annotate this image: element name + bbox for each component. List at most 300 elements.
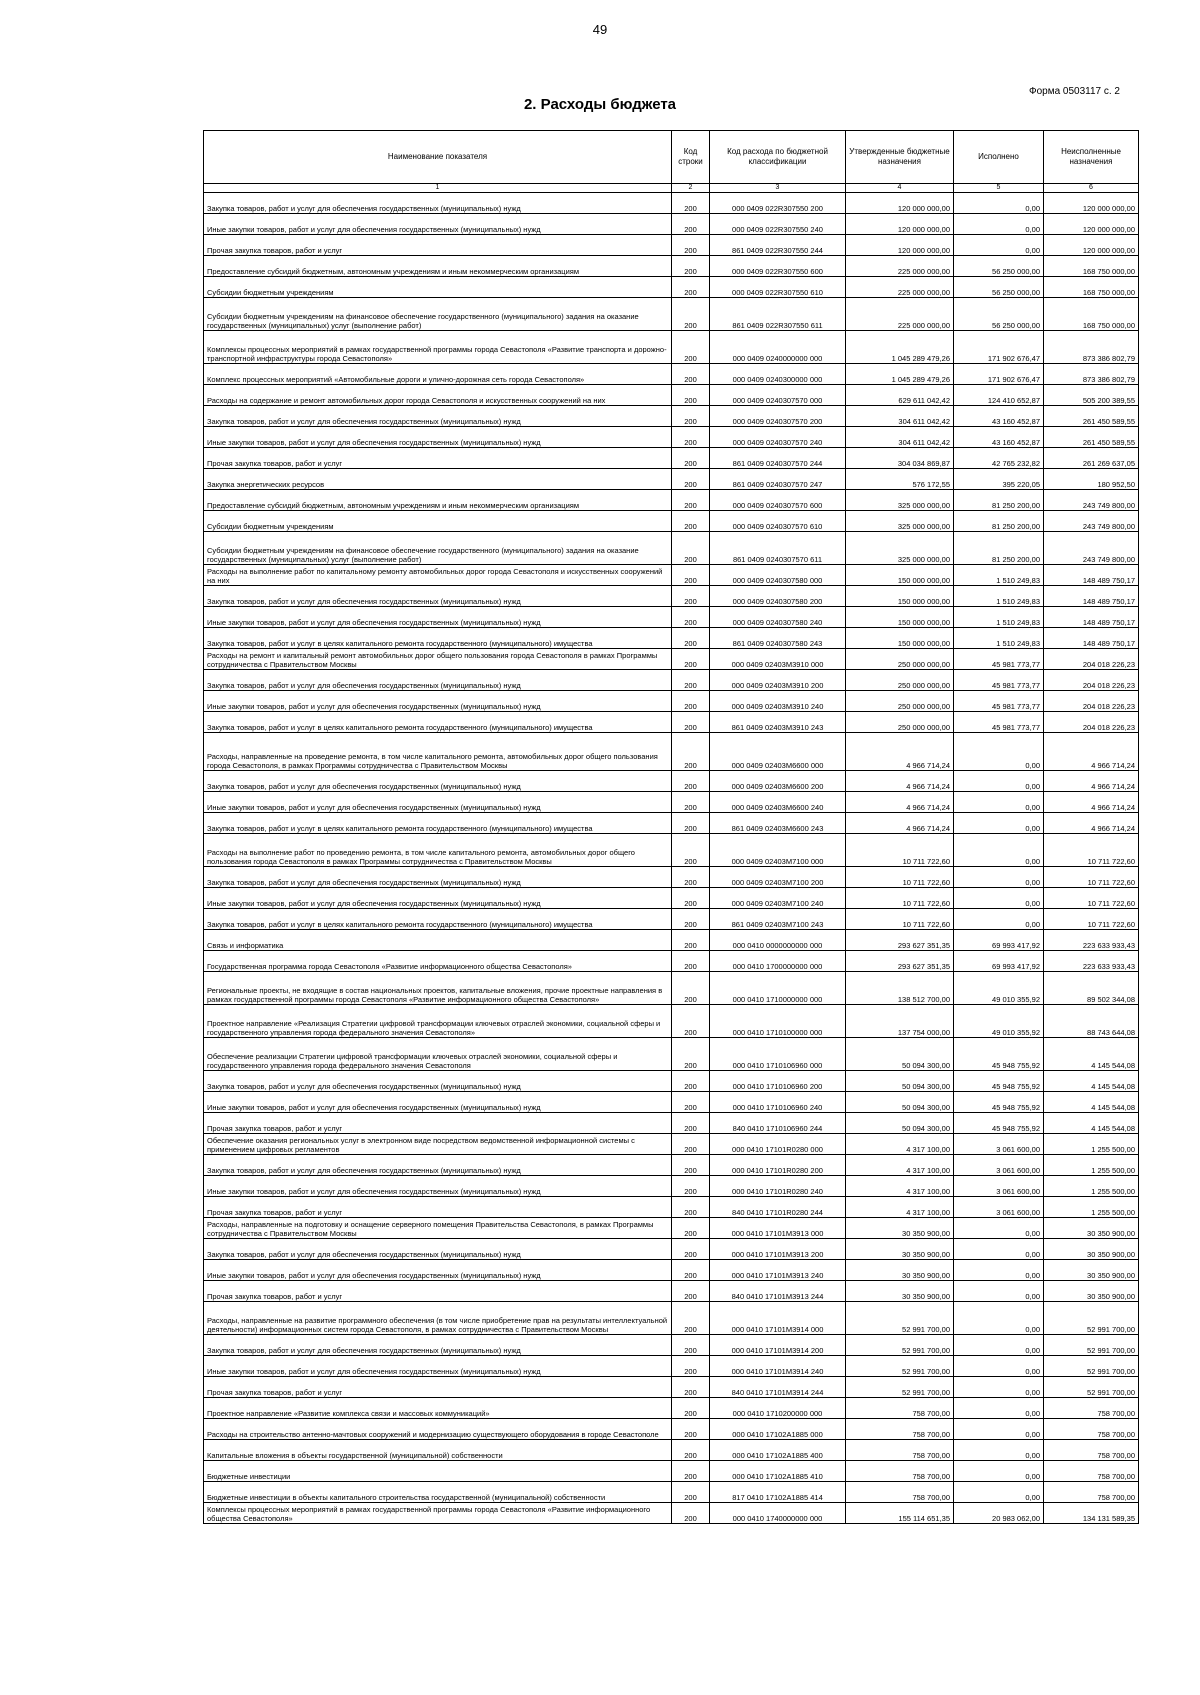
row-approved: 293 627 351,35 (846, 930, 954, 951)
row-kbk: 000 0409 0240307570 610 (710, 511, 846, 532)
row-code: 200 (672, 1482, 710, 1503)
row-kbk: 000 0410 17102A1885 410 (710, 1461, 846, 1482)
table-row (204, 834, 1139, 867)
row-approved: 50 094 300,00 (846, 1113, 954, 1134)
row-executed: 0,00 (954, 1218, 1044, 1239)
row-executed: 69 993 417,92 (954, 951, 1044, 972)
row-code: 200 (672, 834, 710, 867)
row-executed: 45 981 773,77 (954, 691, 1044, 712)
row-kbk: 861 0409 02403M3910 243 (710, 712, 846, 733)
row-executed: 0,00 (954, 867, 1044, 888)
table-row (204, 490, 1139, 511)
row-kbk: 000 0410 1710200000 000 (710, 1398, 846, 1419)
row-approved: 758 700,00 (846, 1419, 954, 1440)
row-approved: 250 000 000,00 (846, 670, 954, 691)
table-row (204, 733, 1139, 771)
row-kbk: 840 0410 1710106960 244 (710, 1113, 846, 1134)
row-executed: 0,00 (954, 1482, 1044, 1503)
row-remaining: 204 018 226,23 (1044, 670, 1139, 691)
row-kbk: 000 0409 0240307570 200 (710, 406, 846, 427)
row-kbk: 000 0409 0240307570 240 (710, 427, 846, 448)
row-remaining: 4 145 544,08 (1044, 1038, 1139, 1071)
row-kbk: 840 0410 17101R0280 244 (710, 1197, 846, 1218)
row-remaining: 1 255 500,00 (1044, 1155, 1139, 1176)
row-approved: 120 000 000,00 (846, 193, 954, 214)
row-remaining: 120 000 000,00 (1044, 235, 1139, 256)
row-executed: 124 410 652,87 (954, 385, 1044, 406)
row-executed: 0,00 (954, 1461, 1044, 1482)
header-row (204, 131, 1139, 184)
row-remaining: 4 145 544,08 (1044, 1092, 1139, 1113)
table-row (204, 1461, 1139, 1482)
table-row (204, 1260, 1139, 1281)
table-row (204, 1038, 1139, 1071)
table-row (204, 972, 1139, 1005)
row-approved: 225 000 000,00 (846, 277, 954, 298)
row-code: 200 (672, 490, 710, 511)
row-remaining: 758 700,00 (1044, 1419, 1139, 1440)
row-remaining: 758 700,00 (1044, 1440, 1139, 1461)
row-code: 200 (672, 813, 710, 834)
row-code: 200 (672, 214, 710, 235)
row-approved: 576 172,55 (846, 469, 954, 490)
row-remaining: 10 711 722,60 (1044, 834, 1139, 867)
table-row (204, 951, 1139, 972)
row-code: 200 (672, 1134, 710, 1155)
table-row (204, 469, 1139, 490)
row-remaining: 120 000 000,00 (1044, 214, 1139, 235)
row-executed: 0,00 (954, 1440, 1044, 1461)
row-code: 200 (672, 771, 710, 792)
row-approved: 150 000 000,00 (846, 586, 954, 607)
table-row (204, 385, 1139, 406)
table-row (204, 406, 1139, 427)
row-name: Закупка товаров, работ и услуг для обеспечения государственных (муниципальных) нужд (204, 1155, 672, 1176)
row-kbk: 000 0409 022R307550 600 (710, 256, 846, 277)
row-approved: 1 045 289 479,26 (846, 364, 954, 385)
row-remaining: 243 749 800,00 (1044, 490, 1139, 511)
row-kbk: 861 0409 022R307550 611 (710, 298, 846, 331)
row-name: Расходы, направленные на подготовку и оснащение серверного помещения Правительства Севастополя, в рамках Программы сотрудничества с Правительством Москвы (204, 1218, 672, 1239)
row-kbk: 000 0409 0240307580 000 (710, 565, 846, 586)
row-code: 200 (672, 930, 710, 951)
table-row (204, 1092, 1139, 1113)
row-code: 200 (672, 733, 710, 771)
table-row (204, 1155, 1139, 1176)
row-executed: 0,00 (954, 1281, 1044, 1302)
header-number: 3 (710, 184, 846, 193)
table-row (204, 235, 1139, 256)
row-name: Закупка товаров, работ и услуг для обеспечения государственных (муниципальных) нужд (204, 1239, 672, 1260)
row-code: 200 (672, 364, 710, 385)
row-name: Закупка энергетических ресурсов (204, 469, 672, 490)
table-row (204, 1482, 1139, 1503)
row-name: Закупка товаров, работ и услуг для обеспечения государственных (муниципальных) нужд (204, 867, 672, 888)
row-code: 200 (672, 628, 710, 649)
row-approved: 52 991 700,00 (846, 1335, 954, 1356)
row-executed: 81 250 200,00 (954, 532, 1044, 565)
row-kbk: 000 0410 1710106960 000 (710, 1038, 846, 1071)
row-approved: 250 000 000,00 (846, 649, 954, 670)
row-code: 200 (672, 1503, 710, 1524)
header-number-row (204, 184, 1139, 193)
row-executed: 49 010 355,92 (954, 972, 1044, 1005)
row-code: 200 (672, 909, 710, 930)
row-remaining: 4 966 714,24 (1044, 813, 1139, 834)
row-code: 200 (672, 951, 710, 972)
row-code: 200 (672, 867, 710, 888)
table-row (204, 1440, 1139, 1461)
table-row (204, 691, 1139, 712)
row-approved: 325 000 000,00 (846, 532, 954, 565)
row-kbk: 000 0409 02403M3910 240 (710, 691, 846, 712)
row-code: 200 (672, 1440, 710, 1461)
row-executed: 45 981 773,77 (954, 649, 1044, 670)
row-name: Предоставление субсидий бюджетным, автономным учреждениям и иным некоммерческим организациям (204, 256, 672, 277)
row-approved: 4 966 714,24 (846, 792, 954, 813)
row-approved: 304 611 042,42 (846, 427, 954, 448)
row-code: 200 (672, 1092, 710, 1113)
row-kbk: 861 0409 0240307570 247 (710, 469, 846, 490)
row-remaining: 204 018 226,23 (1044, 691, 1139, 712)
table-row (204, 1419, 1139, 1440)
row-name: Закупка товаров, работ и услуг для обеспечения государственных (муниципальных) нужд (204, 670, 672, 691)
row-executed: 1 510 249,83 (954, 565, 1044, 586)
row-remaining: 1 255 500,00 (1044, 1176, 1139, 1197)
row-kbk: 000 0410 17101M3914 000 (710, 1302, 846, 1335)
row-remaining: 134 131 589,35 (1044, 1503, 1139, 1524)
page-title: 2. Расходы бюджета (523, 96, 677, 113)
table-row (204, 298, 1139, 331)
row-approved: 4 317 100,00 (846, 1197, 954, 1218)
row-name: Закупка товаров, работ и услуг для обеспечения государственных (муниципальных) нужд (204, 193, 672, 214)
row-remaining: 148 489 750,17 (1044, 607, 1139, 628)
table-row (204, 930, 1139, 951)
header-number: 5 (954, 184, 1044, 193)
row-remaining: 148 489 750,17 (1044, 586, 1139, 607)
row-remaining: 52 991 700,00 (1044, 1335, 1139, 1356)
row-code: 200 (672, 1260, 710, 1281)
row-approved: 50 094 300,00 (846, 1038, 954, 1071)
row-executed: 45 981 773,77 (954, 712, 1044, 733)
header-name: Наименование показателя (204, 131, 672, 184)
row-code: 200 (672, 406, 710, 427)
table-row (204, 193, 1139, 214)
row-executed: 56 250 000,00 (954, 256, 1044, 277)
row-name: Прочая закупка товаров, работ и услуг (204, 1377, 672, 1398)
row-executed: 0,00 (954, 733, 1044, 771)
row-code: 200 (672, 1419, 710, 1440)
row-code: 200 (672, 1155, 710, 1176)
row-kbk: 000 0409 02403M7100 000 (710, 834, 846, 867)
row-kbk: 000 0410 17102A1885 400 (710, 1440, 846, 1461)
row-name: Субсидии бюджетным учреждениям (204, 277, 672, 298)
row-kbk: 861 0409 022R307550 244 (710, 235, 846, 256)
row-remaining: 758 700,00 (1044, 1482, 1139, 1503)
row-kbk: 861 0409 02403M6600 243 (710, 813, 846, 834)
row-executed: 20 983 062,00 (954, 1503, 1044, 1524)
row-kbk: 000 0409 0240307580 240 (710, 607, 846, 628)
table-row (204, 1302, 1139, 1335)
row-kbk: 000 0409 02403M6600 200 (710, 771, 846, 792)
row-executed: 56 250 000,00 (954, 298, 1044, 331)
row-approved: 758 700,00 (846, 1440, 954, 1461)
row-name: Бюджетные инвестиции (204, 1461, 672, 1482)
row-code: 200 (672, 565, 710, 586)
row-name: Иные закупки товаров, работ и услуг для обеспечения государственных (муниципальных) нужд (204, 1176, 672, 1197)
row-kbk: 000 0409 02403M6600 240 (710, 792, 846, 813)
row-approved: 225 000 000,00 (846, 298, 954, 331)
row-name: Иные закупки товаров, работ и услуг для обеспечения государственных (муниципальных) нужд (204, 792, 672, 813)
table-row (204, 909, 1139, 930)
row-kbk: 000 0410 17101M3914 240 (710, 1356, 846, 1377)
row-approved: 4 966 714,24 (846, 733, 954, 771)
row-kbk: 000 0409 02403M6600 000 (710, 733, 846, 771)
row-executed: 3 061 600,00 (954, 1197, 1044, 1218)
row-approved: 10 711 722,60 (846, 909, 954, 930)
row-approved: 325 000 000,00 (846, 511, 954, 532)
row-approved: 120 000 000,00 (846, 214, 954, 235)
row-approved: 52 991 700,00 (846, 1356, 954, 1377)
table-row (204, 1356, 1139, 1377)
row-executed: 45 948 755,92 (954, 1071, 1044, 1092)
row-name: Комплексы процессных мероприятий в рамках государственной программы города Севастополя «Развитие информационного общества Севастополя» (204, 1503, 672, 1524)
row-name: Прочая закупка товаров, работ и услуг (204, 235, 672, 256)
row-approved: 30 350 900,00 (846, 1281, 954, 1302)
row-executed: 171 902 676,47 (954, 364, 1044, 385)
row-code: 200 (672, 1461, 710, 1482)
row-approved: 30 350 900,00 (846, 1218, 954, 1239)
row-code: 200 (672, 385, 710, 406)
row-remaining: 89 502 344,08 (1044, 972, 1139, 1005)
row-name: Проектное направление «Реализация Стратегии цифровой трансформации ключевых отраслей экономики, социальной сферы и государственного управления города федерального значения Севастополя» (204, 1005, 672, 1038)
row-name: Прочая закупка товаров, работ и услуг (204, 1197, 672, 1218)
row-approved: 4 966 714,24 (846, 771, 954, 792)
row-remaining: 4 966 714,24 (1044, 792, 1139, 813)
row-approved: 225 000 000,00 (846, 256, 954, 277)
row-executed: 0,00 (954, 193, 1044, 214)
row-code: 200 (672, 607, 710, 628)
row-executed: 1 510 249,83 (954, 607, 1044, 628)
row-remaining: 52 991 700,00 (1044, 1356, 1139, 1377)
row-name: Расходы, направленные на развитие программного обеспечения (в том числе приобретение прав на результаты интеллектуальной деятельности) информационных систем города Севастополя, в рамках сотрудничества с Правительством Москвы (204, 1302, 672, 1335)
row-kbk: 861 0409 0240307570 611 (710, 532, 846, 565)
row-remaining: 1 255 500,00 (1044, 1197, 1139, 1218)
row-remaining: 505 200 389,55 (1044, 385, 1139, 406)
row-executed: 0,00 (954, 1356, 1044, 1377)
row-name: Субсидии бюджетным учреждениям на финансовое обеспечение государственного (муниципального) задания на оказание государственных (муниципальных) услуг (выполнение работ) (204, 532, 672, 565)
row-kbk: 000 0410 1740000000 000 (710, 1503, 846, 1524)
row-name: Закупка товаров, работ и услуг для обеспечения государственных (муниципальных) нужд (204, 1071, 672, 1092)
row-remaining: 30 350 900,00 (1044, 1281, 1139, 1302)
row-approved: 155 114 651,35 (846, 1503, 954, 1524)
row-name: Прочая закупка товаров, работ и услуг (204, 1113, 672, 1134)
row-executed: 0,00 (954, 792, 1044, 813)
row-remaining: 30 350 900,00 (1044, 1239, 1139, 1260)
row-executed: 45 948 755,92 (954, 1113, 1044, 1134)
table-row (204, 565, 1139, 586)
row-remaining: 261 269 637,05 (1044, 448, 1139, 469)
row-name: Расходы на выполнение работ по капитальному ремонту автомобильных дорог города Севастополя и искусственных сооружений на них (204, 565, 672, 586)
row-kbk: 000 0409 022R307550 200 (710, 193, 846, 214)
row-executed: 42 765 232,82 (954, 448, 1044, 469)
row-approved: 304 034 869,87 (846, 448, 954, 469)
row-name: Расходы на строительство антенно-мачтовых сооружений и модернизацию существующего оборудования в городе Севастополе (204, 1419, 672, 1440)
row-executed: 0,00 (954, 1335, 1044, 1356)
row-name: Иные закупки товаров, работ и услуг для обеспечения государственных (муниципальных) нужд (204, 427, 672, 448)
row-executed: 1 510 249,83 (954, 628, 1044, 649)
row-code: 200 (672, 1377, 710, 1398)
row-remaining: 148 489 750,17 (1044, 565, 1139, 586)
row-approved: 10 711 722,60 (846, 834, 954, 867)
row-code: 200 (672, 792, 710, 813)
header-code: Код строки (672, 131, 710, 184)
row-name: Прочая закупка товаров, работ и услуг (204, 1281, 672, 1302)
row-approved: 304 611 042,42 (846, 406, 954, 427)
row-executed: 56 250 000,00 (954, 277, 1044, 298)
row-executed: 0,00 (954, 1398, 1044, 1419)
row-kbk: 000 0409 02403M7100 240 (710, 888, 846, 909)
row-remaining: 243 749 800,00 (1044, 511, 1139, 532)
row-code: 200 (672, 691, 710, 712)
row-executed: 3 061 600,00 (954, 1176, 1044, 1197)
row-code: 200 (672, 1218, 710, 1239)
row-name: Бюджетные инвестиции в объекты капитального строительства государственной (муниципальной) собственности (204, 1482, 672, 1503)
row-code: 200 (672, 532, 710, 565)
row-name: Комплекс процессных мероприятий «Автомобильные дороги и улично-дорожная сеть города Севастополя» (204, 364, 672, 385)
row-name: Расходы на выполнение работ по проведению ремонта, в том числе капитального ремонта, автомобильных дорог общего пользования города Севастополя в рамках Программы сотрудничества с Правительством Москвы (204, 834, 672, 867)
row-name: Капитальные вложения в объекты государственной (муниципальной) собственности (204, 1440, 672, 1461)
row-kbk: 840 0410 17101M3914 244 (710, 1377, 846, 1398)
row-code: 200 (672, 1038, 710, 1071)
row-remaining: 52 991 700,00 (1044, 1302, 1139, 1335)
row-name: Закупка товаров, работ и услуг для обеспечения государственных (муниципальных) нужд (204, 1335, 672, 1356)
row-remaining: 873 386 802,79 (1044, 364, 1139, 385)
row-executed: 45 948 755,92 (954, 1038, 1044, 1071)
row-remaining: 30 350 900,00 (1044, 1260, 1139, 1281)
table-row (204, 1377, 1139, 1398)
row-code: 200 (672, 427, 710, 448)
row-remaining: 180 952,50 (1044, 469, 1139, 490)
row-approved: 758 700,00 (846, 1482, 954, 1503)
row-remaining: 52 991 700,00 (1044, 1377, 1139, 1398)
header-remaining: Неисполненные назначения (1044, 131, 1139, 184)
header-number: 1 (204, 184, 672, 193)
row-approved: 137 754 000,00 (846, 1005, 954, 1038)
table-row (204, 1218, 1139, 1239)
row-code: 200 (672, 586, 710, 607)
row-approved: 120 000 000,00 (846, 235, 954, 256)
table-row (204, 586, 1139, 607)
row-code: 200 (672, 1239, 710, 1260)
row-name: Прочая закупка товаров, работ и услуг (204, 448, 672, 469)
table-row (204, 1335, 1139, 1356)
row-name: Иные закупки товаров, работ и услуг для обеспечения государственных (муниципальных) нужд (204, 1356, 672, 1377)
table-row (204, 1134, 1139, 1155)
row-remaining: 223 633 933,43 (1044, 951, 1139, 972)
row-executed: 0,00 (954, 888, 1044, 909)
table-row (204, 771, 1139, 792)
row-kbk: 000 0409 02403M3910 000 (710, 649, 846, 670)
row-executed: 43 160 452,87 (954, 427, 1044, 448)
row-executed: 49 010 355,92 (954, 1005, 1044, 1038)
row-kbk: 000 0410 1710000000 000 (710, 972, 846, 1005)
table-row (204, 1113, 1139, 1134)
row-approved: 50 094 300,00 (846, 1071, 954, 1092)
row-name: Иные закупки товаров, работ и услуг для обеспечения государственных (муниципальных) нужд (204, 607, 672, 628)
row-approved: 1 045 289 479,26 (846, 331, 954, 364)
row-code: 200 (672, 1113, 710, 1134)
row-approved: 10 711 722,60 (846, 867, 954, 888)
row-kbk: 000 0410 17101M3914 200 (710, 1335, 846, 1356)
row-name: Закупка товаров, работ и услуг в целях капитального ремонта государственного (муниципального) имущества (204, 712, 672, 733)
row-remaining: 10 711 722,60 (1044, 867, 1139, 888)
row-name: Комплексы процессных мероприятий в рамках государственной программы города Севастополя «Развитие транспорта и дорожно-транспортной инфраструктуры города Севастополя» (204, 331, 672, 364)
row-executed: 81 250 200,00 (954, 511, 1044, 532)
row-approved: 250 000 000,00 (846, 691, 954, 712)
table-row (204, 1071, 1139, 1092)
row-remaining: 261 450 589,55 (1044, 427, 1139, 448)
row-kbk: 000 0409 0240000000 000 (710, 331, 846, 364)
row-name: Государственная программа города Севастополя «Развитие информационного общества Севастополя» (204, 951, 672, 972)
row-remaining: 204 018 226,23 (1044, 712, 1139, 733)
row-name: Расходы на содержание и ремонт автомобильных дорог города Севастополя и искусственных сооружений на них (204, 385, 672, 406)
row-remaining: 168 750 000,00 (1044, 298, 1139, 331)
row-name: Обеспечение оказания региональных услуг в электронном виде посредством ведомственной информационной системы с применением цифровых регламентов (204, 1134, 672, 1155)
table-row (204, 792, 1139, 813)
row-code: 200 (672, 1398, 710, 1419)
form-label: Форма 0503117 с. 2 (1028, 86, 1120, 97)
row-name: Обеспечение реализации Стратегии цифровой трансформации ключевых отраслей экономики, социальной сферы и государственного управления города федерального значения Севастополя (204, 1038, 672, 1071)
row-kbk: 840 0410 17101M3913 244 (710, 1281, 846, 1302)
row-code: 200 (672, 235, 710, 256)
row-remaining: 120 000 000,00 (1044, 193, 1139, 214)
row-remaining: 4 966 714,24 (1044, 733, 1139, 771)
table-row (204, 649, 1139, 670)
header-kbk: Код расхода по бюджетной классификации (710, 131, 846, 184)
row-remaining: 4 145 544,08 (1044, 1071, 1139, 1092)
row-approved: 138 512 700,00 (846, 972, 954, 1005)
row-code: 200 (672, 256, 710, 277)
row-name: Иные закупки товаров, работ и услуг для обеспечения государственных (муниципальных) нужд (204, 691, 672, 712)
table-row (204, 214, 1139, 235)
row-remaining: 873 386 802,79 (1044, 331, 1139, 364)
row-code: 200 (672, 193, 710, 214)
row-kbk: 000 0410 1710106960 240 (710, 1092, 846, 1113)
row-approved: 4 317 100,00 (846, 1176, 954, 1197)
row-executed: 0,00 (954, 1419, 1044, 1440)
row-code: 200 (672, 448, 710, 469)
row-name: Иные закупки товаров, работ и услуг для обеспечения государственных (муниципальных) нужд (204, 888, 672, 909)
expenses-table (203, 130, 1139, 1524)
row-approved: 10 711 722,60 (846, 888, 954, 909)
row-executed: 171 902 676,47 (954, 331, 1044, 364)
table-row (204, 1197, 1139, 1218)
row-remaining: 10 711 722,60 (1044, 909, 1139, 930)
row-approved: 30 350 900,00 (846, 1239, 954, 1260)
row-code: 200 (672, 1302, 710, 1335)
row-name: Региональные проекты, не входящие в состав национальных проектов, капитальные вложения, прочие проектные направления в рамках государственной программы города Севастополя «Развитие информационного общества Севастополя» (204, 972, 672, 1005)
row-code: 200 (672, 888, 710, 909)
table-row (204, 867, 1139, 888)
row-executed: 3 061 600,00 (954, 1134, 1044, 1155)
row-remaining: 4 966 714,24 (1044, 771, 1139, 792)
row-remaining: 168 750 000,00 (1044, 277, 1139, 298)
row-executed: 0,00 (954, 909, 1044, 930)
table-row (204, 448, 1139, 469)
row-kbk: 000 0409 0240307580 200 (710, 586, 846, 607)
page-number: 49 (592, 22, 608, 37)
